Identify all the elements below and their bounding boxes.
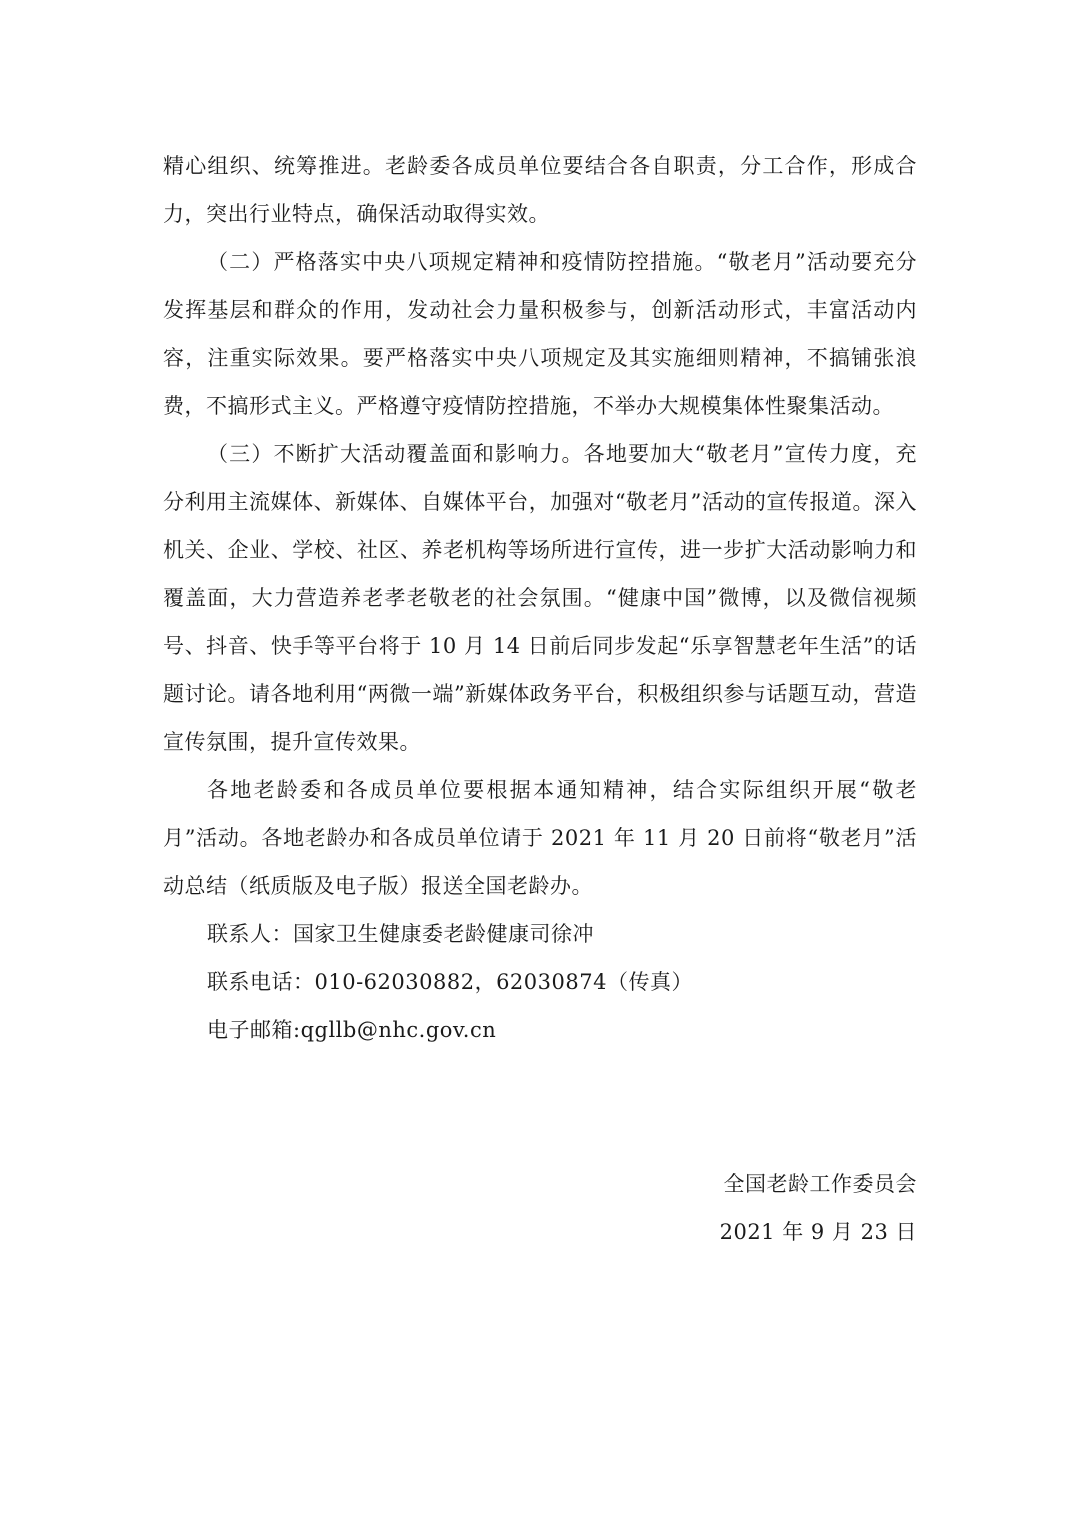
signature-block — [720, 1160, 917, 1256]
contact-email: 电子邮箱:qgllb@nhc.gov.cn — [207, 1018, 497, 1042]
signature-date: 2021 年 9 月 23 日 — [719, 1220, 917, 1244]
paragraph-section-two: （二）严格落实中央八项规定精神和疫情防控措施。“敬老月”活动要充分发挥基层和群众的作用，发动社会力量积极参与，创新活动形式，丰富活动内容，注重实际效果。要严格落实中央八项规定及其实施细则精神，不搞铺张浪费，不搞形式主义。严格遵守疫情防控措施，不举办大规模集体性聚集活动。 — [163, 250, 917, 418]
paragraph-continuation: 精心组织、统筹推进。老龄委各成员单位要结合各自职责，分工合作，形成合力，突出行业特点，确保活动取得实效。 — [163, 154, 917, 226]
signature-organization: 全国老龄工作委员会 — [723, 1172, 917, 1196]
paragraph-summary-request: 各地老龄委和各成员单位要根据本通知精神，结合实际组织开展“敬老月”活动。各地老龄办和各成员单位请于 2021 年 11 月 20 日前将“敬老月”活动总结（纸质版及电子版）报送全国老龄办。 — [163, 778, 917, 898]
document-body — [163, 142, 917, 1054]
contact-phone: 联系电话：010-62030882，62030874（传真） — [207, 970, 693, 994]
contact-person: 联系人：国家卫生健康委老龄健康司徐冲 — [207, 922, 594, 946]
paragraph-section-three: （三）不断扩大活动覆盖面和影响力。各地要加大“敬老月”宣传力度，充分利用主流媒体、新媒体、自媒体平台，加强对“敬老月”活动的宣传报道。深入机关、企业、学校、社区、养老机构等场所进行宣传，进一步扩大活动影响力和覆盖面，大力营造养老孝老敬老的社会氛围。“健康中国”微博，以及微信视频号、抖音、快手等平台将于 10 月 14 日前后同步发起“乐享智慧老年生活”的话题讨论。请各地利用“两微一端”新媒体政务平台，积极组织参与话题互动，营造宣传氛围，提升宣传效果。 — [163, 442, 917, 754]
